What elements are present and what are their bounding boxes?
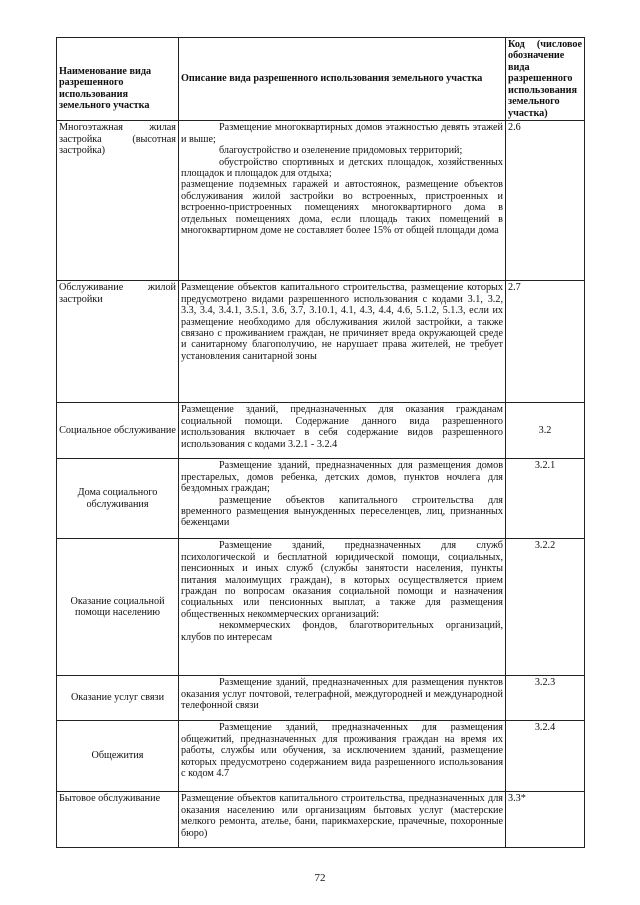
description-paragraph: Размещение зданий, предназначенных для служб психологической и бесплатной юридической помощи, социальных, пенсионных и иных служб (службы занятости населения, пункты питания малоимущих граждан), в которых осуществляется прием граждан по вопросам оказания социальной помощи и назначения социальных или пенсионных выплат, а также для размещения общественных некоммерческих организаций: — [181, 540, 503, 620]
table-row — [57, 281, 585, 403]
description-paragraph: некоммерческих фондов, благотворительных организаций, клубов по интересам — [181, 620, 503, 643]
row-name-cell: Общежития — [57, 721, 179, 792]
row-code-cell: 3.3* — [506, 792, 585, 848]
row-name-cell: Социальное обслуживание — [57, 403, 179, 459]
description-paragraph: Размещение зданий, предназначенных для размещения пунктов оказания услуг почтовой, телеграфной, междугородней и международной телефонной связи — [181, 677, 503, 712]
row-code-cell: 3.2.1 — [506, 459, 585, 539]
description-paragraph: Размещение зданий, предназначенных для размещения общежитий, предназначенных для проживания граждан на время их работы, службы или обучения, за исключением зданий, размещение которых предусмотрено содержанием вида разрешенного использования с кодом 4.7 — [181, 722, 503, 779]
header-code-column: Код (числовое обозначение вида разрешенного использования земельного участка) — [506, 38, 585, 121]
table-row — [57, 403, 585, 459]
row-code-cell: 2.7 — [506, 281, 585, 403]
row-name-cell: Бытовое обслуживание — [57, 792, 179, 848]
row-code-cell: 3.2.4 — [506, 721, 585, 792]
land-use-table — [56, 37, 585, 848]
description-paragraph: размещение объектов капитального строительства для временного размещения вынужденных переселенцев, лиц, признанных беженцами — [181, 494, 503, 529]
row-description-cell — [179, 539, 506, 676]
row-code-cell: 3.2.3 — [506, 676, 585, 721]
description-paragraph: Размещение многоквартирных домов этажностью девять этажей и выше; — [181, 122, 503, 145]
description-paragraph: Размещение зданий, предназначенных для размещения домов престарелых, домов ребенка, детских домов, пунктов ночлега для бездомных граждан; — [181, 460, 503, 495]
row-description-cell — [179, 676, 506, 721]
row-description-cell — [179, 721, 506, 792]
row-name-cell: Оказание социальной помощи населению — [57, 539, 179, 676]
description-paragraph: размещение подземных гаражей и автостоянок, размещение объектов обслуживания жилой застройки во встроенных, пристроенных и встроенно-пристроенных помещениях многоквартирного дома в отдельных помещениях дома, если площадь таких помещений в многоквартирном доме не составляет более 15% от общей площади дома — [181, 179, 503, 237]
description-paragraph: Размещение объектов капитального строительства, размещение которых предусмотрено видами разрешенного использования с кодами 3.1, 3.2, 3.3, 3.4, 3.4.1, 3.5.1, 3.6, 3.7, 3.10.1, 4.1, 4.3, 4.4, 4.6, 5.1.2, 5.1.3, если их размещение необходимо для обслуживания жилой застройки, а также связано с проживанием граждан, не причиняет вреда окружающей среде и санитарному благополучию, не нарушает права жителей, не требует установления санитарной зоны — [181, 282, 503, 362]
description-paragraph: Размещение зданий, предназначенных для оказания гражданам социальной помощи. Содержание данного вида разрешенного использования включает в себя содержание видов разрешенного использования с кодами 3.2.1 - 3.2.4 — [181, 404, 503, 450]
description-paragraph: Размещение объектов капитального строительства, предназначенных для оказания населению или организациям бытовых услуг (мастерские мелкого ремонта, ателье, бани, парикмахерские, прачечные, похоронные бюро) — [181, 793, 503, 839]
row-name-cell: Многоэтажная жилая застройка (высотная застройка) — [57, 121, 179, 281]
table-row — [57, 676, 585, 721]
table-row — [57, 539, 585, 676]
row-name-cell: Обслуживание жилой застройки — [57, 281, 179, 403]
row-code-cell: 3.2.2 — [506, 539, 585, 676]
row-description-cell — [179, 121, 506, 281]
description-paragraph: обустройство спортивных и детских площадок, хозяйственных площадок и площадок для отдыха; — [181, 156, 503, 179]
row-description-cell — [179, 459, 506, 539]
header-name-column: Наименование вида разрешенного использования земельного участка — [57, 38, 179, 121]
page-number: 72 — [314, 872, 326, 884]
table-row — [57, 721, 585, 792]
row-code-cell: 2.6 — [506, 121, 585, 281]
table-row — [57, 792, 585, 848]
table-header-row — [57, 38, 585, 121]
row-description-cell — [179, 281, 506, 403]
row-description-cell — [179, 403, 506, 459]
description-paragraph: благоустройство и озеленение придомовых территорий; — [219, 145, 463, 157]
row-name-cell: Оказание услуг связи — [57, 676, 179, 721]
row-name-cell: Дома социального обслуживания — [57, 459, 179, 539]
table-row — [57, 459, 585, 539]
row-code-cell: 3.2 — [506, 403, 585, 459]
table-row — [57, 121, 585, 281]
row-description-cell — [179, 792, 506, 848]
header-description-column: Описание вида разрешенного использования земельного участка — [179, 38, 506, 121]
